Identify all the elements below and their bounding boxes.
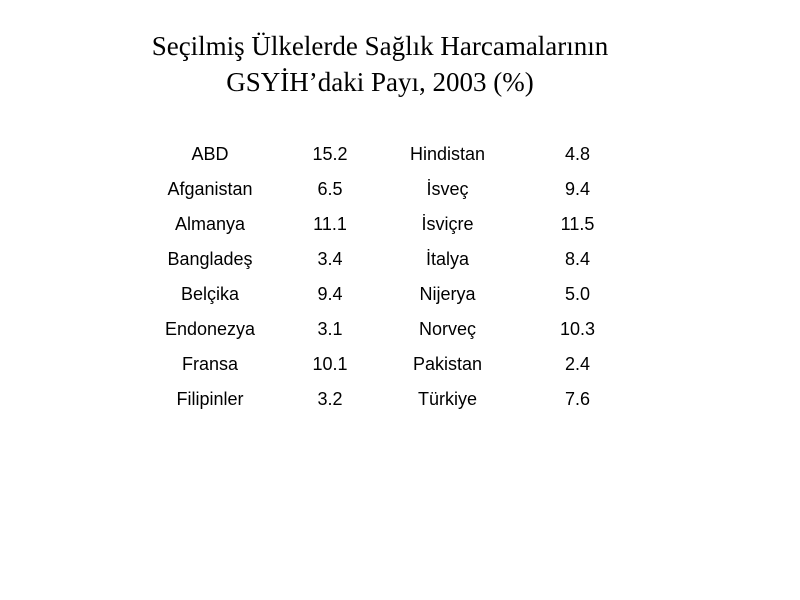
country-cell: Endonezya bbox=[164, 319, 256, 339]
country-cell: Bangladeş bbox=[167, 249, 253, 269]
value-cell: 6.5 bbox=[317, 179, 343, 199]
title-line-1: Seçilmiş Ülkelerde Sağlık Harcamalarının bbox=[151, 31, 609, 61]
value-cell: 4.8 bbox=[564, 144, 591, 164]
country-cell: Afganistan bbox=[167, 179, 253, 199]
title-line-2: GSYİH’daki Payı, 2003 (%) bbox=[226, 67, 534, 97]
country-cell: Nijerya bbox=[419, 284, 476, 304]
value-cell: 9.4 bbox=[317, 284, 343, 304]
table-row bbox=[140, 382, 640, 417]
country-cell: İsveç bbox=[426, 179, 469, 199]
value-cell: 15.2 bbox=[312, 144, 348, 164]
country-cell: Almanya bbox=[174, 214, 246, 234]
country-cell: İtalya bbox=[425, 249, 470, 269]
table-row bbox=[140, 137, 640, 172]
value-cell: 2.4 bbox=[564, 354, 591, 374]
value-cell: 11.5 bbox=[560, 214, 595, 234]
value-cell: 5.0 bbox=[564, 284, 591, 304]
table-row bbox=[140, 347, 640, 382]
value-cell: 3.2 bbox=[317, 389, 343, 409]
country-cell: Fransa bbox=[181, 354, 239, 374]
value-cell: 8.4 bbox=[564, 249, 591, 269]
country-cell: Hindistan bbox=[409, 144, 486, 164]
country-cell: Norveç bbox=[418, 319, 476, 339]
value-cell: 3.1 bbox=[317, 319, 343, 339]
value-cell: 10.3 bbox=[559, 319, 596, 339]
value-cell: 10.1 bbox=[312, 354, 348, 374]
value-cell: 3.4 bbox=[317, 249, 343, 269]
table-row bbox=[140, 207, 640, 242]
value-cell: 7.6 bbox=[564, 389, 591, 409]
country-cell: Belçika bbox=[180, 284, 240, 304]
country-cell: Filipinler bbox=[176, 389, 244, 409]
country-cell: Pakistan bbox=[412, 354, 483, 374]
country-cell: İsviçre bbox=[421, 214, 474, 234]
table-row bbox=[140, 277, 640, 312]
value-cell: 9.4 bbox=[564, 179, 591, 199]
health-expenditure-table bbox=[140, 137, 640, 417]
value-cell: 11.1 bbox=[313, 214, 347, 234]
table-row bbox=[140, 312, 640, 347]
country-cell: Türkiye bbox=[417, 389, 477, 409]
table-row bbox=[140, 172, 640, 207]
slide-title bbox=[60, 28, 700, 100]
country-cell: ABD bbox=[191, 144, 229, 164]
table-row bbox=[140, 242, 640, 277]
